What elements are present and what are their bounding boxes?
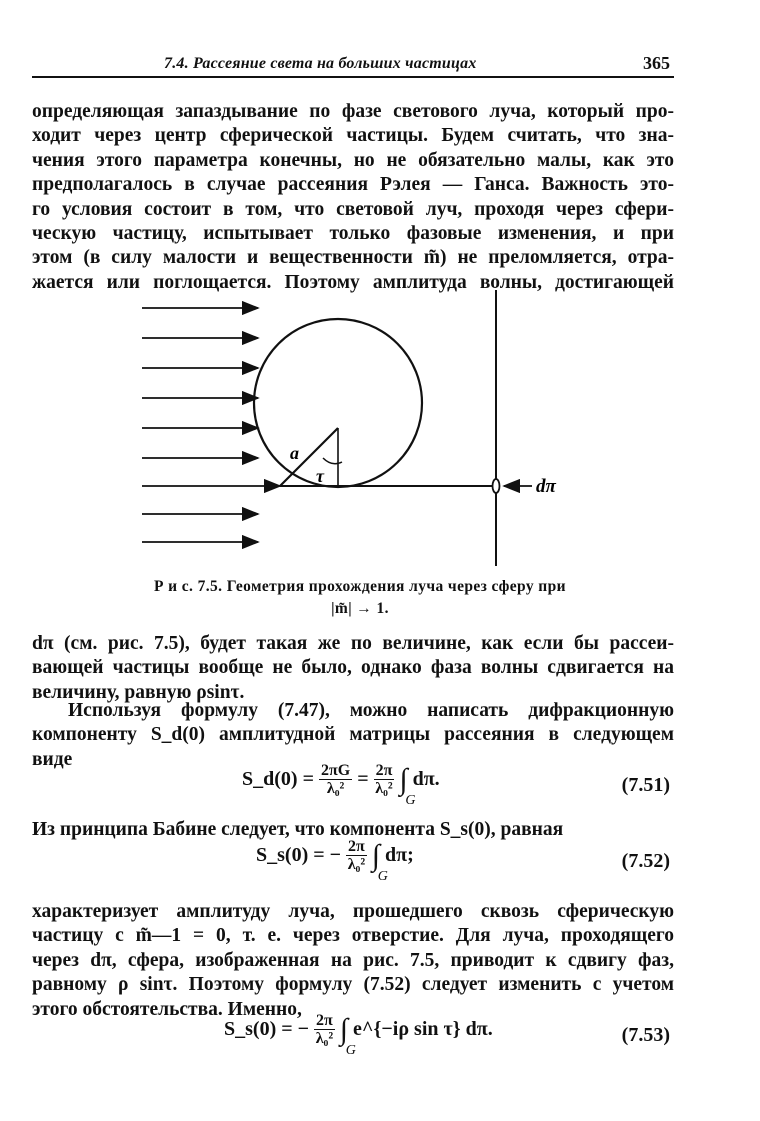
text-line: предполагалось в случае рассеяния Рэлея — Ганса. Важность это- [32,174,674,196]
equation-7-51 [32,762,674,818]
text-line: dπ (см. рис. 7.5), будет такая же по величине, как если бы рассеи- [32,633,674,654]
paragraph-1 [32,100,674,295]
equation-7-53 [32,1012,674,1068]
integrand: dπ. [412,768,440,790]
label-tau: τ [316,466,324,486]
paragraph-2 [32,632,674,705]
denominator: λ₀² [347,856,366,873]
figure-caption [80,576,640,620]
text-line: вающей частицы вообще не было, однако фаза волны сдвигается на [32,657,674,679]
label-a: a [290,443,299,463]
text-line: определяющая запаздывание по фазе светового луча, который про- [32,101,674,122]
text-line: этом (в силу малости и вещественности m̃) не преломляется, отра- [32,247,674,269]
integrand: e^{−iρ sin τ} dπ. [353,1018,493,1040]
integral-sign: ∫ G [399,762,416,808]
fraction [346,838,367,873]
numerator: 2π [348,838,365,855]
text-line: ходит через центр сферической частицы. Будем считать, что зна- [32,125,674,147]
caption-line: |m̃| → 1. [331,600,389,617]
text-line: виде [32,748,73,770]
incident-rays [142,308,280,542]
numerator: 2π [375,762,393,779]
integral-sign: ∫ G [371,838,388,884]
text-line: Из принципа Бабине следует, что компонента S_s(0), равная [32,819,564,840]
denominator: λ₀² [315,1030,334,1047]
caption-line: Р и с. 7.5. Геометрия прохождения луча через сферу при [154,578,566,595]
text-line: частицу с m̃—1 = 0, т. е. через отверстие. Для луча, проходящего [32,925,674,947]
running-header [32,52,674,78]
radius-a [280,428,338,486]
section-title: 7.4. Рассеяние света на больших частицах [164,55,477,72]
text-line: Используя формулу (7.47), можно написать дифракционную [68,700,674,721]
text-line: ческую частицу, испытывает только фазовые изменения, и при [32,223,674,245]
numerator: 2π [316,1012,333,1029]
figure-sphere-geometry [120,286,580,568]
equation-number: (7.51) [621,774,670,796]
eq-lhs: S_s(0) = − [224,1018,310,1040]
text-line: жается или поглощается. Поэтому амплитуда волны, достигающей [32,271,674,293]
text-line: этого обстоятельства. Именно, [32,998,302,1020]
fraction [314,1012,335,1047]
text-line: через dπ, сфера, изображенная на рис. 7.5, приводит к сдвигу фаз, [32,949,674,971]
integration-domain: G [345,1042,356,1058]
page-number: 365 [643,53,670,73]
text-line: величину, равную ρsinτ. [32,681,245,703]
eq-lhs: S_d(0) = [242,768,314,790]
paragraph-5 [32,900,674,1022]
denominator: λ₀² [326,780,345,797]
fraction [319,762,352,797]
text-line: равному ρ sinτ. Поэтому формулу (7.52) следует изменить с учетом [32,974,674,996]
integral-sign: ∫ G [339,1012,356,1058]
text-line: компоненту S_d(0) амплитудной матрицы рассеяния в следующем [32,724,674,746]
integration-domain: G [377,868,388,884]
area-element [493,479,500,493]
integration-domain: G [405,792,416,808]
denominator: λ₀² [375,780,393,797]
equation-number: (7.52) [621,850,670,872]
text-line: характеризует амплитуду луча, прошедшего сквозь сферическую [32,901,674,922]
equation-number: (7.53) [621,1024,670,1046]
text-line: го условия состоит в том, что световой луч, проходя через сфери- [32,198,674,220]
angle-arc [323,458,342,464]
fraction [374,762,395,797]
label-dpi: dπ [536,476,556,497]
equation-7-52 [32,838,674,894]
numerator: 2πG [320,762,351,779]
equals: = [357,768,369,790]
eq-lhs: S_s(0) = − [256,844,342,866]
integrand: dπ; [385,844,414,866]
text-line: чения этого параметра конечны, но не обязательно малы, как это [32,149,674,171]
